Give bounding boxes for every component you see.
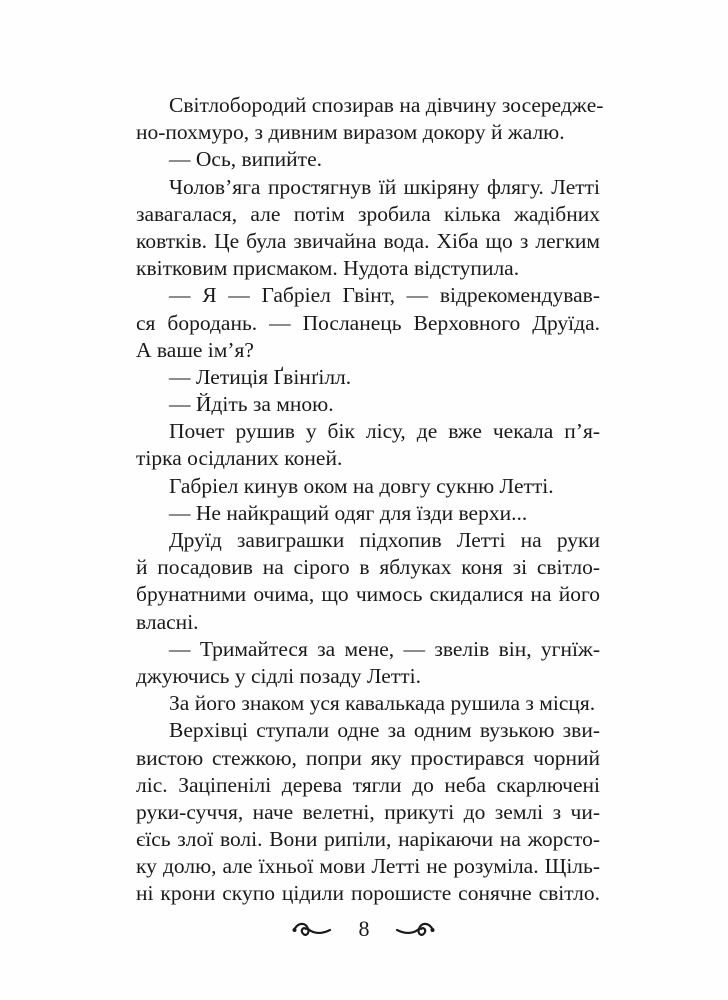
text-line: Габріел кинув оком на довгу сукню Летті. — [169, 473, 554, 498]
text-line: завагалася, але потім зробила кілька жадібних — [136, 201, 600, 226]
text-line: Друїд завиграшки підхопив Летті на руки — [169, 528, 600, 552]
text-line: — Тримайтеся за мене, — звелів він, угнїж- — [169, 636, 600, 661]
page-number: 8 — [358, 916, 370, 941]
text-line: — Я — Габріел Гвінт, — відрекомендував- — [169, 283, 600, 308]
body-text — [136, 92, 604, 908]
text-line: ні крони скупо цідили порошисте сонячне світло. — [136, 881, 600, 906]
text-line: вистою стежкою, попри яку простирався чорний — [136, 745, 600, 770]
text-line: Чолов’яга простягнув їй шкіряну флягу. Летті — [169, 174, 600, 199]
text-line: брунатними очима, що чимось скидалися на його — [136, 582, 600, 607]
text-line: ку долю, але їхньої мови Летті не розуміла. Щіль- — [136, 854, 600, 879]
text-line: Світлобородий спозирав на дівчину зосереджe- — [169, 93, 604, 117]
text-line: руки-суччя, наче велетні, прикуті до землі з чи- — [136, 799, 600, 824]
flourish-right-icon — [395, 918, 435, 940]
text-line: квітковим присмаком. Нудота відступила. — [136, 256, 520, 281]
text-line: Верхівці ступали одне за одним вузькою зви- — [169, 718, 600, 743]
page-footer — [0, 910, 728, 950]
text-line: тірка осідланих коней. — [136, 446, 343, 471]
text-line: А ваше ім’я? — [136, 337, 254, 362]
text-line: власні. — [136, 609, 199, 634]
text-line: й посадовив на сірого в яблуках коня зі світло- — [136, 555, 600, 580]
text-line: ліс. Заціпенілі дерева тягли до неба скарлючені — [136, 772, 600, 797]
text-line: єїсь злої волі. Вони рипіли, нарікаючи на жорсто- — [136, 827, 600, 852]
flourish-left-icon — [292, 918, 332, 940]
text-line: — Ось, випийте. — [169, 147, 322, 172]
text-line: джуючись у сідлі позаду Летті. — [136, 663, 421, 688]
text-line: — Йдіть за мною. — [169, 392, 334, 417]
text-line: ся бородань. — Посланець Верховного Друїда. — [136, 310, 600, 335]
text-line: — Летиція Ґвінґілл. — [169, 364, 352, 389]
text-line: Почет рушив у бік лісу, де вже чекала п’я- — [169, 419, 600, 444]
text-line: За його знаком уся кавалькада рушила з місця. — [169, 691, 596, 716]
text-line: — Не найкращий одяг для їзди верхи... — [169, 500, 528, 525]
text-line: ковтків. Це була звичайна вода. Хіба що з легким — [136, 228, 600, 253]
text-line: но-похмуро, з дивним виразом докору й жалю. — [136, 120, 565, 145]
